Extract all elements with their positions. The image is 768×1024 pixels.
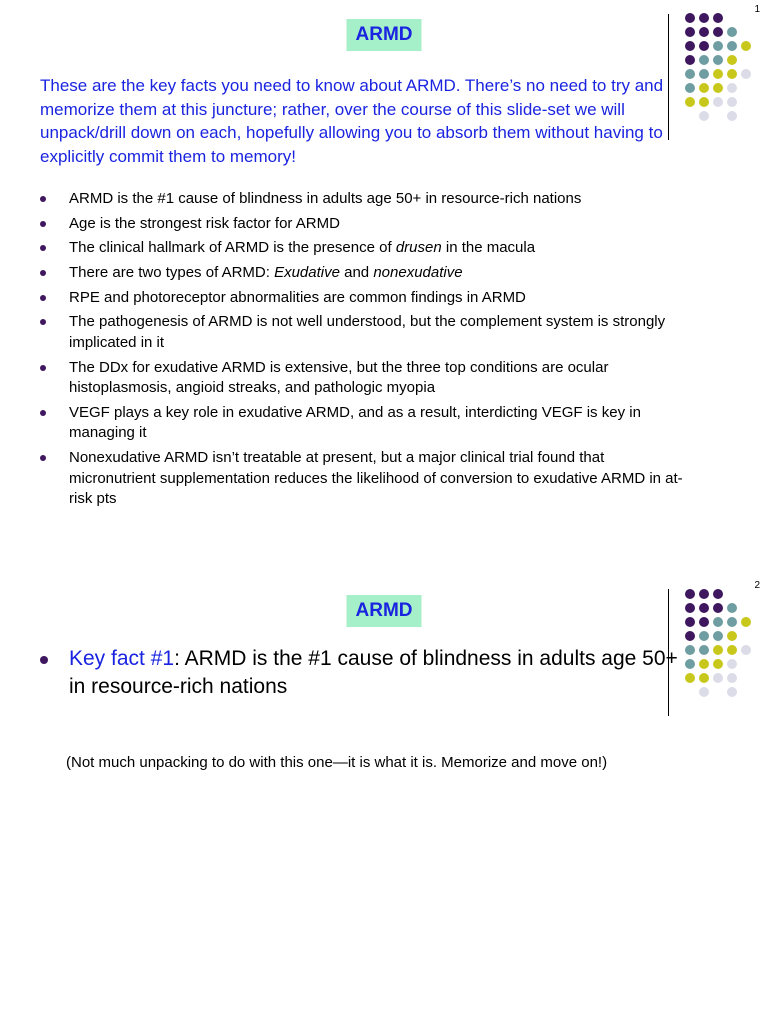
list-item: The DDx for exudative ARMD is extensive, but the three top conditions are ocular histoplasmosis, angioid streaks, and pathologic myopia [40,358,690,399]
intro-paragraph: These are the key facts you need to know about ARMD. There’s no need to try and memorize them at this juncture; rather, over the course of this slide-set we will unpack/drill down on each, hopefully allowing you to absorb them without having to explicitly commit them to memory! [40,76,664,166]
key-fact-label: Key fact #1 [69,647,175,670]
list-item: There are two types of ARMD: Exudative and nonexudative [40,263,690,284]
slide-number: 2 [754,580,760,591]
note-text: (Not much unpacking to do with this one—it is what it is. Memorize and move on!) [66,754,608,771]
list-item: VEGF plays a key role in exudative ARMD, and as a result, interdicting VEGF is key in managing it [40,403,690,444]
list-item: Age is the strongest risk factor for ARMD [40,214,690,235]
key-fact-text: : ARMD is the #1 cause of blindness in adults age 50+ in resource-rich nations [69,647,678,698]
slide-title: ARMD [347,595,422,627]
slide-number: 1 [754,4,760,15]
key-fact-1 [40,645,699,701]
list-item: RPE and photoreceptor abnormalities are common findings in ARMD [40,288,690,309]
list-item: Nonexudative ARMD isn’t treatable at present, but a major clinical trial found that micronutrient supplementation reduces the likelihood of conversion to exudative ARMD in at-risk pts [40,448,690,510]
list-item: The pathogenesis of ARMD is not well understood, but the complement system is strongly implicated in it [40,312,690,353]
list-item: ARMD is the #1 cause of blindness in adults age 50+ in resource-rich nations [40,189,690,210]
bullet-icon [40,656,48,664]
list-item: The clinical hallmark of ARMD is the presence of drusen in the macula [40,238,690,259]
slide-title: ARMD [347,19,422,51]
